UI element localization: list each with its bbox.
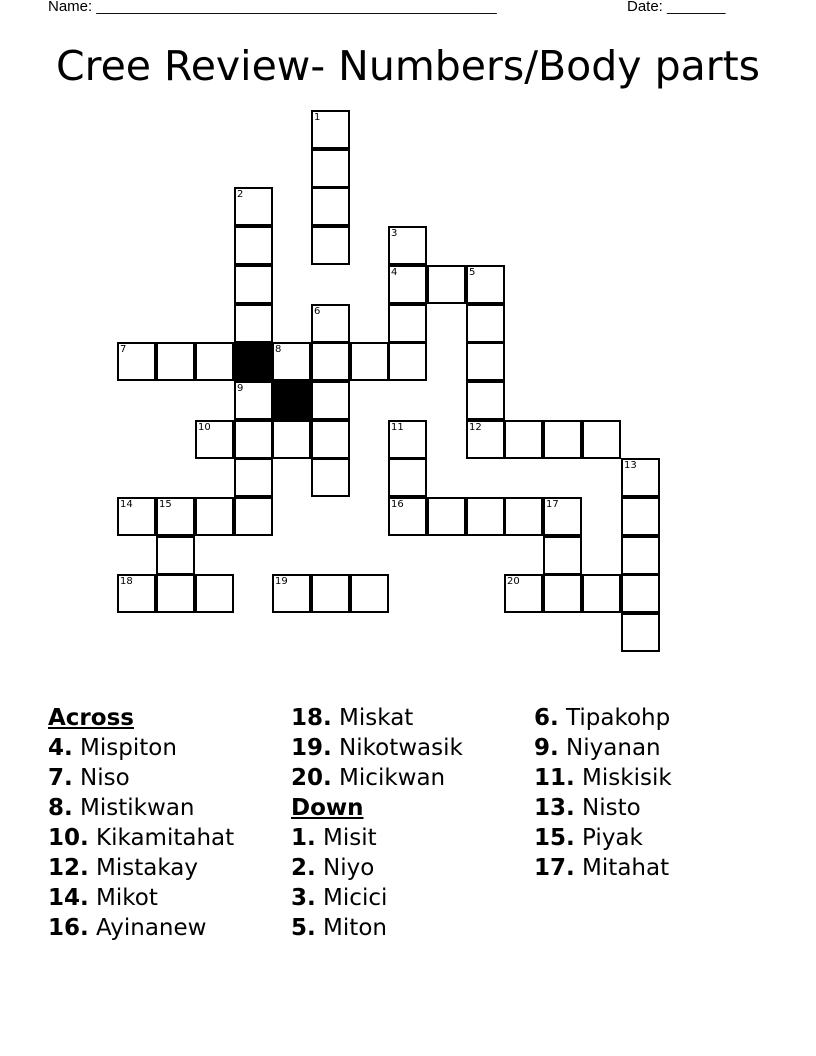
crossword-cell[interactable] <box>234 420 273 459</box>
clue-number: 20 <box>507 576 520 587</box>
crossword-cell[interactable] <box>311 458 350 497</box>
clue-column-2 <box>291 703 463 943</box>
clue-number-label: 10. <box>48 825 89 851</box>
crossword-cell[interactable] <box>117 497 156 536</box>
clue-text: Miskisik <box>574 765 672 791</box>
clue-across-item <box>48 883 234 913</box>
clue-number: 1 <box>314 112 321 123</box>
name-field-label: Name: ________________________________________________ <box>48 0 497 15</box>
crossword-cell[interactable] <box>195 420 234 459</box>
crossword-cell[interactable] <box>504 420 543 459</box>
clue-number: 8 <box>275 344 282 355</box>
crossword-cell[interactable] <box>621 613 660 652</box>
crossword-cell[interactable] <box>466 304 505 343</box>
crossword-cell[interactable] <box>234 265 273 304</box>
crossword-cell[interactable] <box>195 497 234 536</box>
clue-number: 13 <box>624 460 637 471</box>
clue-number: 14 <box>120 499 133 510</box>
crossword-block-cell <box>234 342 273 381</box>
crossword-block-cell <box>272 381 311 420</box>
clue-across-item <box>291 763 463 793</box>
clue-number-label: 6. <box>534 705 559 731</box>
clue-number-label: 4. <box>48 735 73 761</box>
clue-number: 3 <box>391 228 398 239</box>
clue-across-item <box>48 733 234 763</box>
crossword-cell[interactable] <box>621 536 660 575</box>
crossword-cell[interactable] <box>311 110 350 149</box>
clue-text: Niyanan <box>558 735 661 761</box>
crossword-cell[interactable] <box>466 420 505 459</box>
crossword-cell[interactable] <box>117 342 156 381</box>
date-field-label: Date: _______ <box>627 0 726 15</box>
clue-number-label: 13. <box>534 795 575 821</box>
clue-number-label: 1. <box>291 825 316 851</box>
clue-text: Micici <box>315 885 388 911</box>
crossword-cell[interactable] <box>388 265 427 304</box>
clue-number-label: 16. <box>48 915 89 941</box>
clue-across-item <box>48 913 234 943</box>
crossword-cell[interactable] <box>311 420 350 459</box>
crossword-cell[interactable] <box>582 574 621 613</box>
crossword-cell[interactable] <box>272 342 311 381</box>
page-title: Cree Review- Numbers/Body parts <box>55 42 761 90</box>
crossword-cell[interactable] <box>272 420 311 459</box>
clue-across-item <box>48 823 234 853</box>
crossword-cell[interactable] <box>311 187 350 226</box>
clue-number-label: 11. <box>534 765 575 791</box>
crossword-cell[interactable] <box>117 574 156 613</box>
crossword-cell[interactable] <box>388 226 427 265</box>
clue-number-label: 15. <box>534 825 575 851</box>
across-heading: Across <box>48 705 134 731</box>
clue-text: Micikwan <box>331 765 446 791</box>
clue-number: 15 <box>159 499 172 510</box>
clue-text: Ayinanew <box>88 915 207 941</box>
clue-text: Miskat <box>331 705 414 731</box>
crossword-cell[interactable] <box>156 574 195 613</box>
clue-text: Nisto <box>574 795 641 821</box>
clue-down-item <box>534 853 672 883</box>
down-heading: Down <box>291 795 364 821</box>
clue-text: Niso <box>72 765 130 791</box>
clue-down-item <box>534 733 672 763</box>
clue-down-item <box>291 913 463 943</box>
crossword-cell[interactable] <box>466 342 505 381</box>
clue-number: 19 <box>275 576 288 587</box>
clue-across-item <box>48 853 234 883</box>
clue-down-item <box>534 703 672 733</box>
clue-text: Mistakay <box>88 855 199 881</box>
clue-number: 10 <box>198 422 211 433</box>
crossword-cell[interactable] <box>272 574 311 613</box>
clue-number: 11 <box>391 422 404 433</box>
clue-number: 2 <box>237 189 244 200</box>
crossword-cell[interactable] <box>543 497 582 536</box>
clue-number: 5 <box>469 267 476 278</box>
crossword-cell[interactable] <box>234 226 273 265</box>
clue-number-label: 17. <box>534 855 575 881</box>
crossword-cell[interactable] <box>195 342 234 381</box>
clue-number: 4 <box>391 267 398 278</box>
crossword-cell[interactable] <box>388 420 427 459</box>
clue-number: 9 <box>237 383 244 394</box>
crossword-cell[interactable] <box>234 304 273 343</box>
crossword-cell[interactable] <box>543 574 582 613</box>
crossword-cell[interactable] <box>621 497 660 536</box>
crossword-cell[interactable] <box>427 497 466 536</box>
clue-down-item <box>534 823 672 853</box>
clue-text: Niyo <box>315 855 375 881</box>
crossword-cell[interactable] <box>311 574 350 613</box>
clue-text: Mitahat <box>574 855 670 881</box>
clue-number-label: 7. <box>48 765 73 791</box>
clue-number-label: 5. <box>291 915 316 941</box>
crossword-cell[interactable] <box>388 458 427 497</box>
crossword-cell[interactable] <box>311 149 350 188</box>
crossword-cell[interactable] <box>234 458 273 497</box>
crossword-cell[interactable] <box>388 304 427 343</box>
clue-number: 12 <box>469 422 482 433</box>
crossword-cell[interactable] <box>195 574 234 613</box>
clue-number-label: 2. <box>291 855 316 881</box>
clue-text: Tipakohp <box>558 705 671 731</box>
clue-number: 17 <box>546 499 559 510</box>
clue-across-item <box>48 793 234 823</box>
clue-down-item <box>534 793 672 823</box>
crossword-cell[interactable] <box>156 342 195 381</box>
clue-down-item <box>534 763 672 793</box>
clue-number-label: 14. <box>48 885 89 911</box>
crossword-cell[interactable] <box>350 574 389 613</box>
clue-number-label: 12. <box>48 855 89 881</box>
crossword-cell[interactable] <box>388 342 427 381</box>
crossword-cell[interactable] <box>466 265 505 304</box>
clue-number: 18 <box>120 576 133 587</box>
crossword-cell[interactable] <box>234 497 273 536</box>
clue-column-3 <box>534 703 672 883</box>
crossword-cell[interactable] <box>311 226 350 265</box>
clue-column-1 <box>48 703 234 943</box>
clue-across-item <box>291 733 463 763</box>
clue-number-label: 9. <box>534 735 559 761</box>
crossword-cell[interactable] <box>156 497 195 536</box>
clue-text: Mispiton <box>72 735 177 761</box>
clue-down-item <box>291 853 463 883</box>
clue-number-label: 20. <box>291 765 332 791</box>
clue-text: Nikotwasik <box>331 735 463 761</box>
crossword-cell[interactable] <box>234 187 273 226</box>
crossword-cell[interactable] <box>388 497 427 536</box>
clue-text: Kikamitahat <box>88 825 235 851</box>
crossword-cell[interactable] <box>582 420 621 459</box>
crossword-cell[interactable] <box>504 497 543 536</box>
crossword-cell[interactable] <box>504 574 543 613</box>
clue-number-label: 3. <box>291 885 316 911</box>
clue-text: Piyak <box>574 825 643 851</box>
clue-number-label: 18. <box>291 705 332 731</box>
crossword-cell[interactable] <box>466 497 505 536</box>
clue-text: Mikot <box>88 885 158 911</box>
clue-number: 7 <box>120 344 127 355</box>
crossword-cell[interactable] <box>311 342 350 381</box>
clue-number: 6 <box>314 306 321 317</box>
clue-number-label: 8. <box>48 795 73 821</box>
crossword-cell[interactable] <box>350 342 389 381</box>
clue-text: Mistikwan <box>72 795 195 821</box>
clue-across-item <box>291 703 463 733</box>
crossword-cell[interactable] <box>543 536 582 575</box>
clue-text: Misit <box>315 825 377 851</box>
clue-number: 16 <box>391 499 404 510</box>
crossword-cell[interactable] <box>543 420 582 459</box>
clue-across-item <box>48 763 234 793</box>
clue-text: Miton <box>315 915 387 941</box>
crossword-cell[interactable] <box>311 381 350 420</box>
crossword-cell[interactable] <box>466 381 505 420</box>
crossword-cell[interactable] <box>621 574 660 613</box>
crossword-cell[interactable] <box>234 381 273 420</box>
crossword-cell[interactable] <box>311 304 350 343</box>
crossword-cell[interactable] <box>621 458 660 497</box>
crossword-cell[interactable] <box>427 265 466 304</box>
clue-number-label: 19. <box>291 735 332 761</box>
clue-down-item <box>291 883 463 913</box>
clue-down-item <box>291 823 463 853</box>
crossword-cell[interactable] <box>156 536 195 575</box>
